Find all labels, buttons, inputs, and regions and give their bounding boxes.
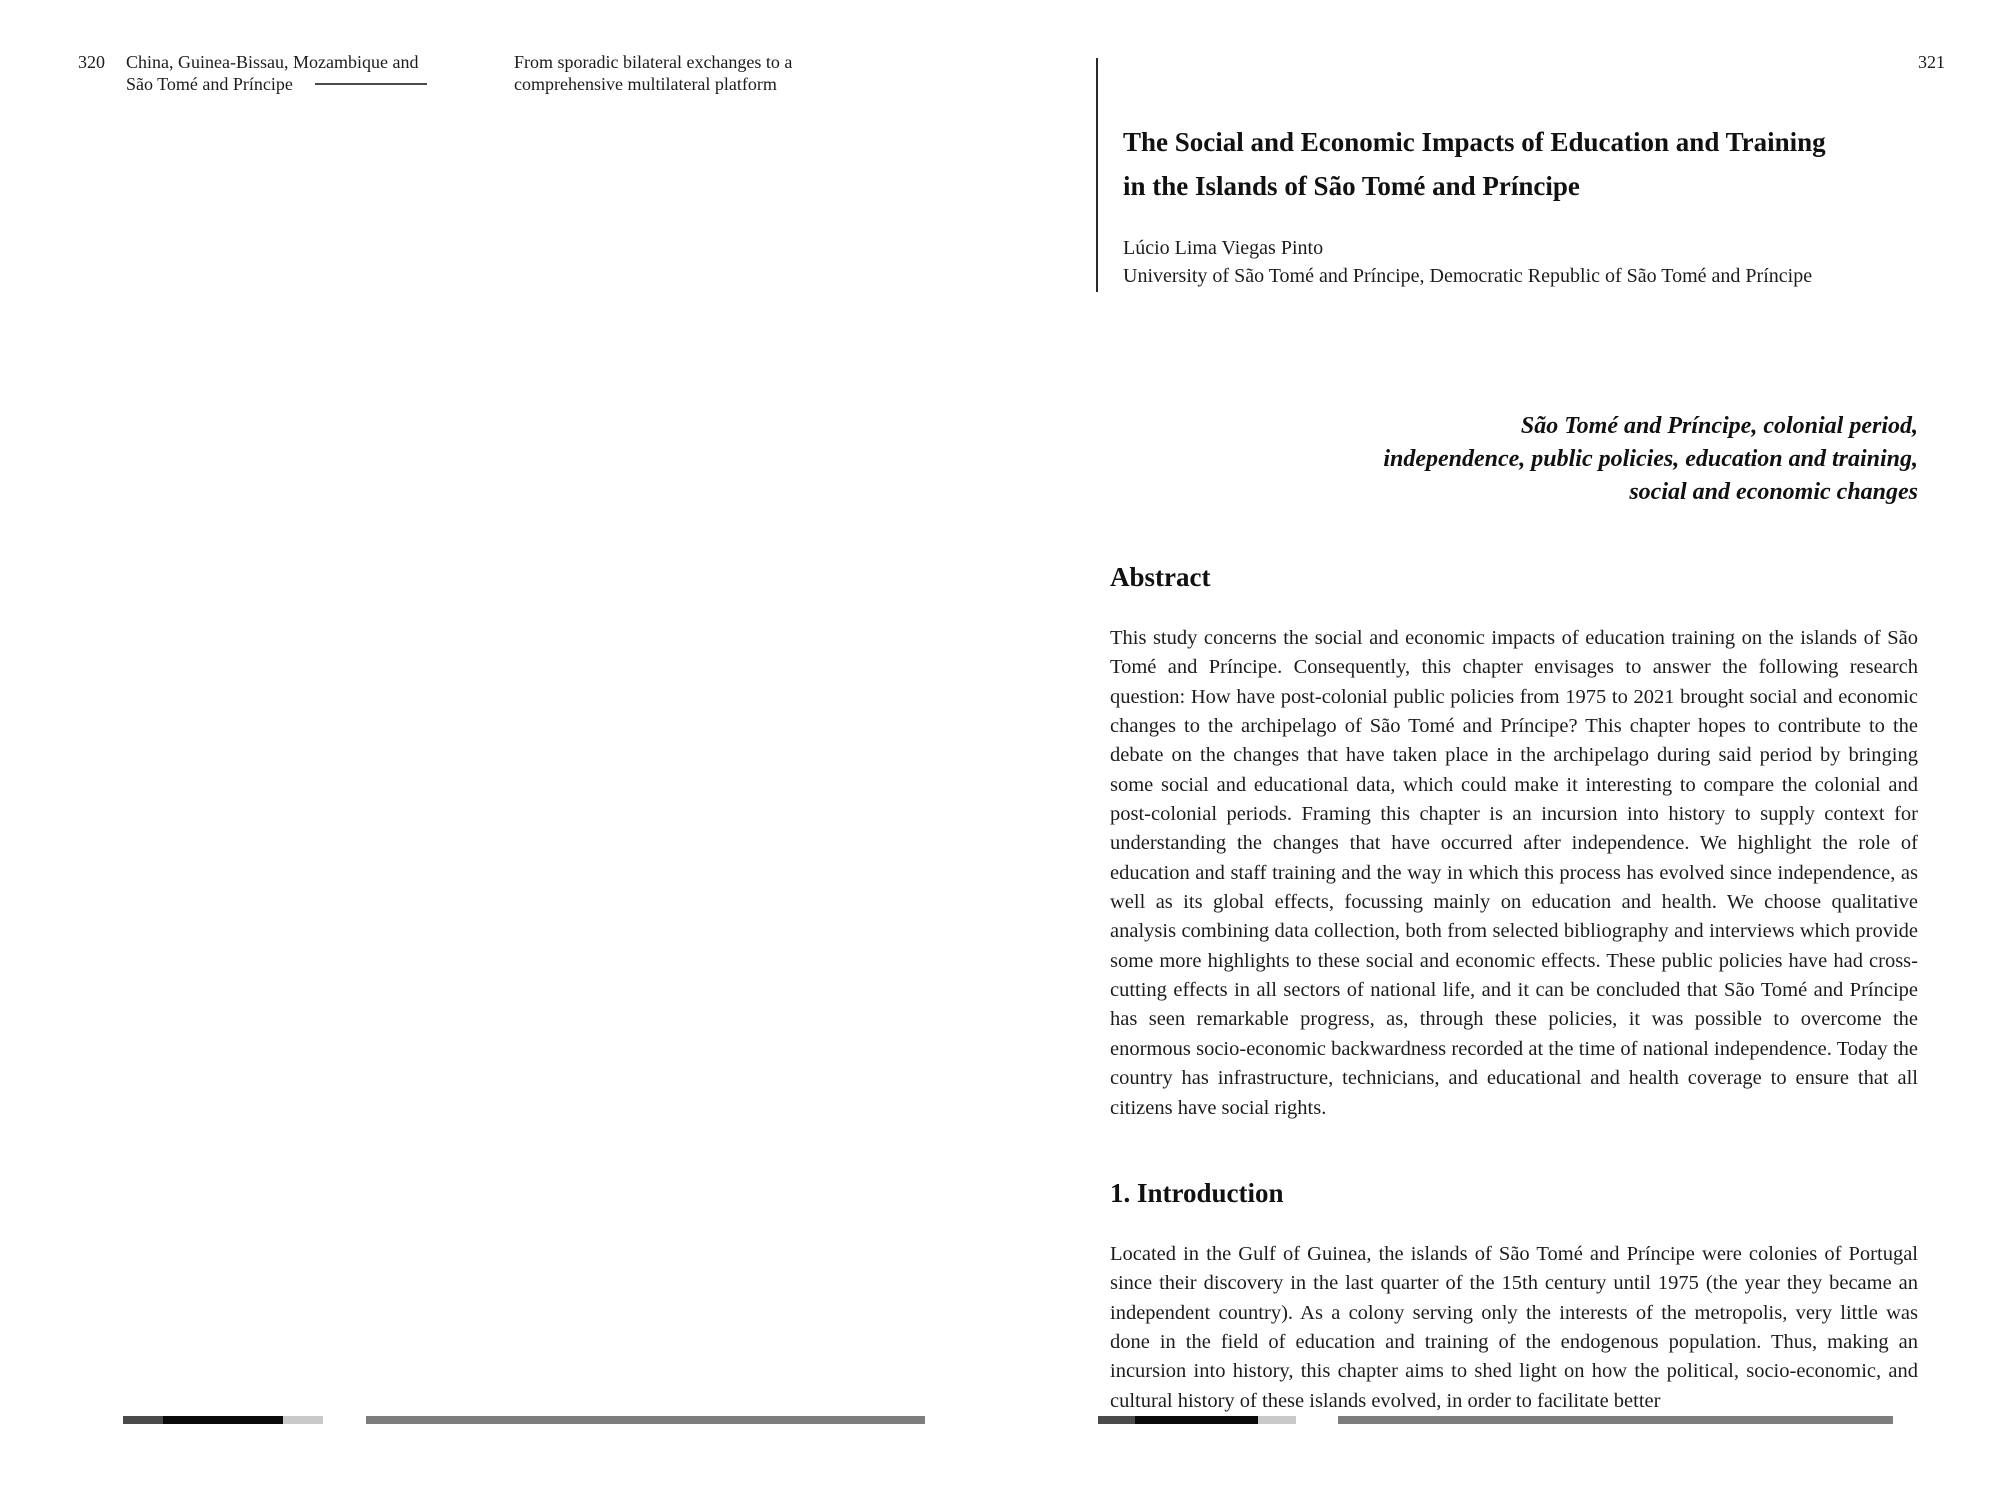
running-title-center bbox=[514, 52, 792, 95]
right-footer-segment-black bbox=[1135, 1416, 1258, 1424]
left-footer-segment-black bbox=[163, 1416, 283, 1424]
author-name: Lúcio Lima Viegas Pinto bbox=[1123, 237, 1324, 259]
running-title-center-line2: comprehensive multilateral platform bbox=[514, 73, 777, 94]
abstract-body: This study concerns the social and economic impacts of education training on the islands of São Tomé and Príncipe. Consequently, this chapter envisages to answer the following research question: How have post-colonial public policies from 1975 to 2021 brought social and economic changes to the archipelago of São Tomé and Príncipe? This chapter hopes to contribute to the debate on the changes that have taken place in the archipelago during said period by bringing some social and educational data, which could make it interesting to compare the colonial and post-colonial periods. Framing this chapter is an incursion into history to supply context for understanding the changes that have occurred after independence. We highlight the role of education and staff training and the way in which this process has evolved since independence, as well as its global effects, focussing mainly on education and health. We choose qualitative analysis combining data collection, both from selected bibliography and interviews which provide some more highlights to these social and economic effects. These public policies have had cross-cutting effects in all sectors of national life, and it can be concluded that São Tomé and Príncipe has seen remarkable progress, as, through these policies, it was possible to overcome the enormous socio-economic backwardness recorded at the time of national independence. Today the country has infrastructure, technicians, and educational and health coverage to ensure that all citizens have social rights. bbox=[1110, 627, 1918, 1119]
chapter-title bbox=[1123, 120, 1923, 208]
left-page-number: 320 bbox=[78, 52, 105, 72]
right-footer-segment-light bbox=[1258, 1416, 1296, 1424]
keywords-line3: social and economic changes bbox=[1629, 479, 1918, 505]
right-page-number: 321 bbox=[1918, 52, 1945, 72]
left-footer-segment-light bbox=[283, 1416, 323, 1424]
right-footer-long-bar bbox=[1338, 1416, 1893, 1424]
running-title-left-line2: São Tomé and Príncipe bbox=[126, 73, 293, 94]
keywords-line2: independence, public policies, education and training, bbox=[1383, 446, 1918, 472]
chapter-title-vertical-rule bbox=[1096, 58, 1098, 292]
left-footer-long-bar bbox=[366, 1416, 925, 1424]
running-title-left bbox=[126, 52, 427, 95]
chapter-title-line1: The Social and Economic Impacts of Education and Training bbox=[1123, 127, 1826, 157]
keywords-line1: São Tomé and Príncipe, colonial period, bbox=[1520, 413, 1918, 439]
author-affiliation: University of São Tomé and Príncipe, Democratic Republic of São Tomé and Príncipe bbox=[1123, 265, 1813, 287]
right-footer-segment-dark bbox=[1098, 1416, 1135, 1424]
running-title-left-line1: China, Guinea-Bissau, Mozambique and bbox=[126, 52, 419, 72]
chapter-title-line2: in the Islands of São Tomé and Príncipe bbox=[1123, 171, 1580, 201]
left-footer-segment-dark bbox=[123, 1416, 163, 1424]
header-rule-divider bbox=[315, 83, 427, 85]
keywords-block bbox=[1110, 410, 1918, 509]
right-footer-segment-bar bbox=[1098, 1416, 1296, 1424]
running-title-center-line1: From sporadic bilateral exchanges to a bbox=[514, 52, 793, 72]
author-block bbox=[1123, 234, 1923, 290]
abstract-heading: Abstract bbox=[1110, 562, 1211, 592]
introduction-body: Located in the Gulf of Guinea, the islands of São Tomé and Príncipe were colonies of Portugal since their discovery in the last quarter of the 15th century until 1975 (the year they became an independent country). As a colony serving only the interests of the metropolis, very little was done in the field of education and training of the endogenous population. Thus, making an incursion into history, this chapter aims to shed light on how the political, socio-economic, and cultural history of these islands evolved, in order to facilitate better bbox=[1110, 1243, 1918, 1412]
left-footer-segment-bar bbox=[123, 1416, 323, 1424]
introduction-heading: 1. Introduction bbox=[1110, 1178, 1284, 1208]
running-title-left-line2-row bbox=[126, 74, 427, 96]
